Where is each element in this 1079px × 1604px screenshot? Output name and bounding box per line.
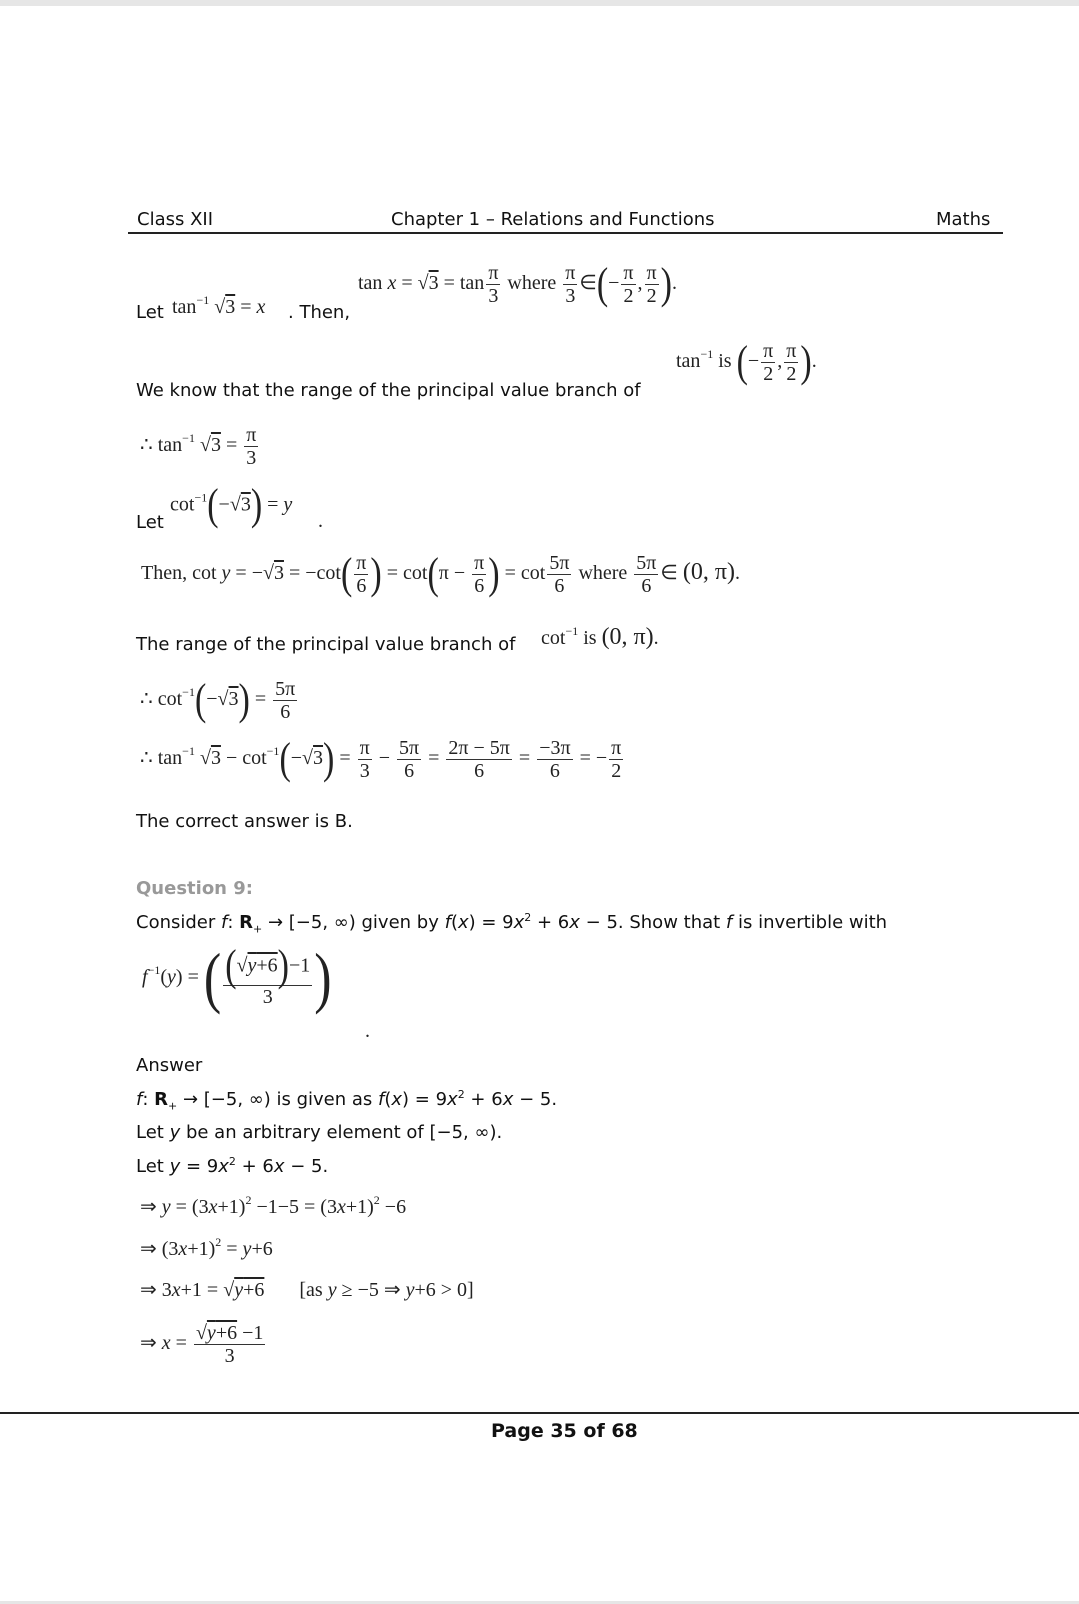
step-1: ⇒ $y = (3x+1)^2 -1-5 = (3x+1)^2 -6$ [140, 1193, 407, 1218]
eq-then-cot: Then, cot y = −√3 = −cot( $\frac{\pi}{6}$ ) = cot(π − $\frac{\pi}{6}$ ) = cot $\frac{5\pi}{6}$ where $\frac{5\pi}{6}$ ∈ (0, π). [141, 549, 740, 598]
answer-line-2: Let y be an arbitrary element of [−5, ∞). [136, 1122, 503, 1143]
header-chapter: Chapter 1 – Relations and Functions [391, 209, 715, 230]
text-let-2: Let [136, 512, 164, 533]
step-2: ⇒ $(3x+1)^2 = y+6$ [140, 1235, 273, 1260]
answer-label: Answer [136, 1055, 203, 1076]
eq-final-computation: ∴ $\tan^{-1} √3 - \cot^{-1}(-√3)$ = $\frac{\pi}{3}$ − $\frac{5\pi}{6}$ = $\frac{2\pi - 5\pi}{6}$ = $\frac{-3\pi}{6}$ = − $\frac{\pi}{2}$ [140, 734, 622, 783]
question-statement: Consider f: $R_+ \to [-5$, ∞) given by $f(x) = 9x^2 + 6x - 5$. Show that f is invertible with [136, 911, 888, 936]
eq-tan-x: tan x = √3 = tan $\frac{\pi}{3}$ where $\frac{\pi}{3}$ ∈(− $\frac{\pi}{2}$ , $\frac{\pi}{2}$ ). [358, 259, 677, 308]
answer-line-1: f: $R_+ \to [-5$, ∞) is given as $f(x) = 9x^2 + 6x - 5$. [136, 1088, 558, 1113]
text-then: . Then, [288, 302, 351, 323]
eq-therefore-tan: ∴ $\tan^{-1} √3$ = $\frac{\pi}{3}$ [140, 424, 257, 469]
question-title: Question 9: [136, 878, 253, 899]
period: . [318, 510, 323, 532]
eq-let-cot: $\cot^{-1}(-√3) = y$ [170, 481, 293, 530]
footer-divider [0, 1412, 1079, 1414]
text-range-tan: We know that the range of the principal value branch of [136, 380, 641, 401]
text-range-cot: The range of the principal value branch of [136, 634, 516, 655]
step-4: ⇒ x = $\frac{√y+6 -1}{3}$ [140, 1322, 264, 1367]
text-let: Let [136, 302, 164, 323]
header-class: Class XII [137, 209, 214, 230]
step-3: ⇒ 3x+1 = √y+6 [as y ≥ −5 ⇒ y+6 > 0] [140, 1279, 474, 1301]
viewer-top-bar [0, 0, 1079, 6]
header-divider [128, 232, 1003, 234]
eq-range-cot: $\cot^{-1}$ is (0, π). [541, 624, 659, 650]
period-2: . [365, 1020, 370, 1042]
header-subject: Maths [936, 209, 991, 230]
eq-let-tan: $\tan^{-1} √3 = x$ [172, 293, 266, 318]
page-number: Page 35 of 68 [491, 1420, 638, 1442]
eq-range-tan: $\tan^{-1}$ is (− $\frac{\pi}{2}$ , $\frac{\pi}{2}$ ). [676, 337, 817, 386]
eq-inverse-function: $f^{-1}(y)$ = ( $\frac{(√y+6)-1}{3}$ ) [142, 941, 332, 1016]
eq-therefore-cot: ∴ $\cot^{-1}(-√3)$ = $\frac{5\pi}{6}$ [140, 675, 296, 724]
answer-line-3: Let $y = 9x^2 + 6x - 5$. [136, 1155, 329, 1177]
text-correct-answer: The correct answer is B. [136, 811, 353, 832]
